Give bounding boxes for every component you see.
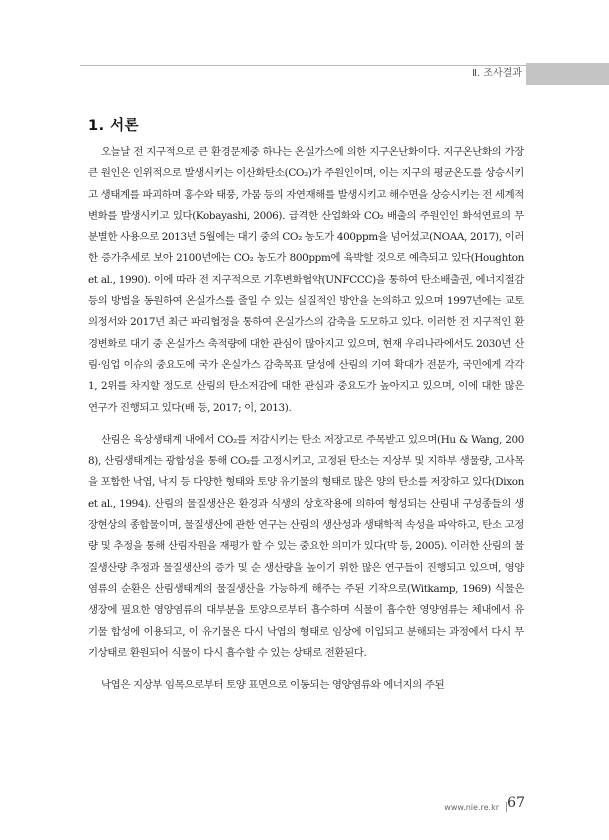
paragraph-1: 오늘날 전 지구적으로 큰 환경문제중 하나는 온실가스에 의한 지구온난화이다. 지구온난화의 가장 큰 원인은 인위적으로 발생시키는 이산화탄소(CO₂)가 주원인이며, 이는 지구의 평균온도를 상승시키고 생태계를 파괴하며 홍수와 태풍, 가뭄 등의 자연재해를 발생시키고 해수면을 상승시키는 전 세계적 변화를 발생시키고 있다(Kobayashi, 2006). 급격한 산업화와 CO₂ 배출의 주원인인 화석연료의 무분별한 사용으로 2013년 5월에는 대기 중의 CO₂ 농도가 400ppm을 넘어섰고(NOAA, 2017), 이러한 증가추세로 보아 2100년에는 CO₂ 농도가 800ppm에 육박할 것으로 예측되고 있다(Houghton et al., 1990). 이에 따라 전 지구적으로 기후변화협약(UNFCCC)을 통하여 탄소배출권, 에너지절감 등의 방법을 동원하여 온실가스를 줄일 수 있는 실질적인 방안을 논의하고 있으며 1997년에는 교토의정서와 2017년 최근 파리협정을 통하여 온실가스의 감축을 도모하고 있다. 이러한 전 지구적인 환경변화로 대기 중 온실가스 축적량에 대한 관심이 많아지고 있으며, 현재 우리나라에서도 2030년 산림·임업 이슈의 중요도에 국가 온실가스 감축목표 달성에 산림의 기여 확대가 전문가, 국민에게 각각 1, 2위를 차지할 정도로 산림의 탄소저감에 대한 관심과 중요도가 높아지고 있으며, 이에 대한 많은 연구가 진행되고 있다(배 등, 2017; 이, 2013). [88, 146, 525, 414]
footer-site-url: www.nie.re.kr [444, 803, 499, 812]
page-footer [420, 790, 525, 820]
paragraph-3: 낙엽은 지상부 임목으로부터 토양 표면으로 이동되는 영양염류와 에너지의 주된 [101, 679, 445, 692]
body-text [88, 142, 524, 696]
header-gray-tab [526, 63, 609, 85]
paragraph-2: 산림은 육상생태계 내에서 CO₂를 저감시키는 탄소 저장고로 주목받고 있으며(Hu & Wang, 2008), 산림생태계는 광합성을 통해 CO₂를 고정시키고, 고정된 탄소는 지상부 및 지하부 생물량, 고사목을 포함한 낙엽, 낙지 등 다양한 형태와 토양 유기물의 형태로 많은 양의 탄소를 저장하고 있다(Dixon et al., 1994). 산림의 물질생산은 환경과 식생의 상호작용에 의하여 형성되는 산림내 구성종들의 생장현상의 종합물이며, 물질생산에 관한 연구는 산림의 생산성과 생태학적 속성을 파악하고, 탄소 고정량 및 추정을 통해 산림자원을 재평가 할 수 있는 중요한 의미가 있다(박 등, 2005). 이러한 산림의 물질생산량 추정과 물질생산의 증가 및 순 생산량을 높이기 위한 많은 연구들이 진행되고 있으며, 영양염류의 순환은 산림생태계의 물질생산을 가능하게 해주는 주된 기작으로(Witkamp, 1969) 식물은 생장에 필요한 영양염류의 대부분을 토양으로부터 흡수하며 식물이 흡수한 영양염류는 체내에서 유기물 합성에 이용되고, 이 유기물은 다시 낙엽의 형태로 임상에 이입되고 분해되는 과정에서 다시 무기상태로 환원되어 식물이 다시 흡수할 수 있는 상태로 전환된다. [88, 433, 524, 659]
page-number: 67 [507, 795, 525, 811]
section-title: 1. 서론 [88, 118, 140, 134]
running-header-section-label: Ⅱ. 조사결과 [472, 68, 522, 79]
